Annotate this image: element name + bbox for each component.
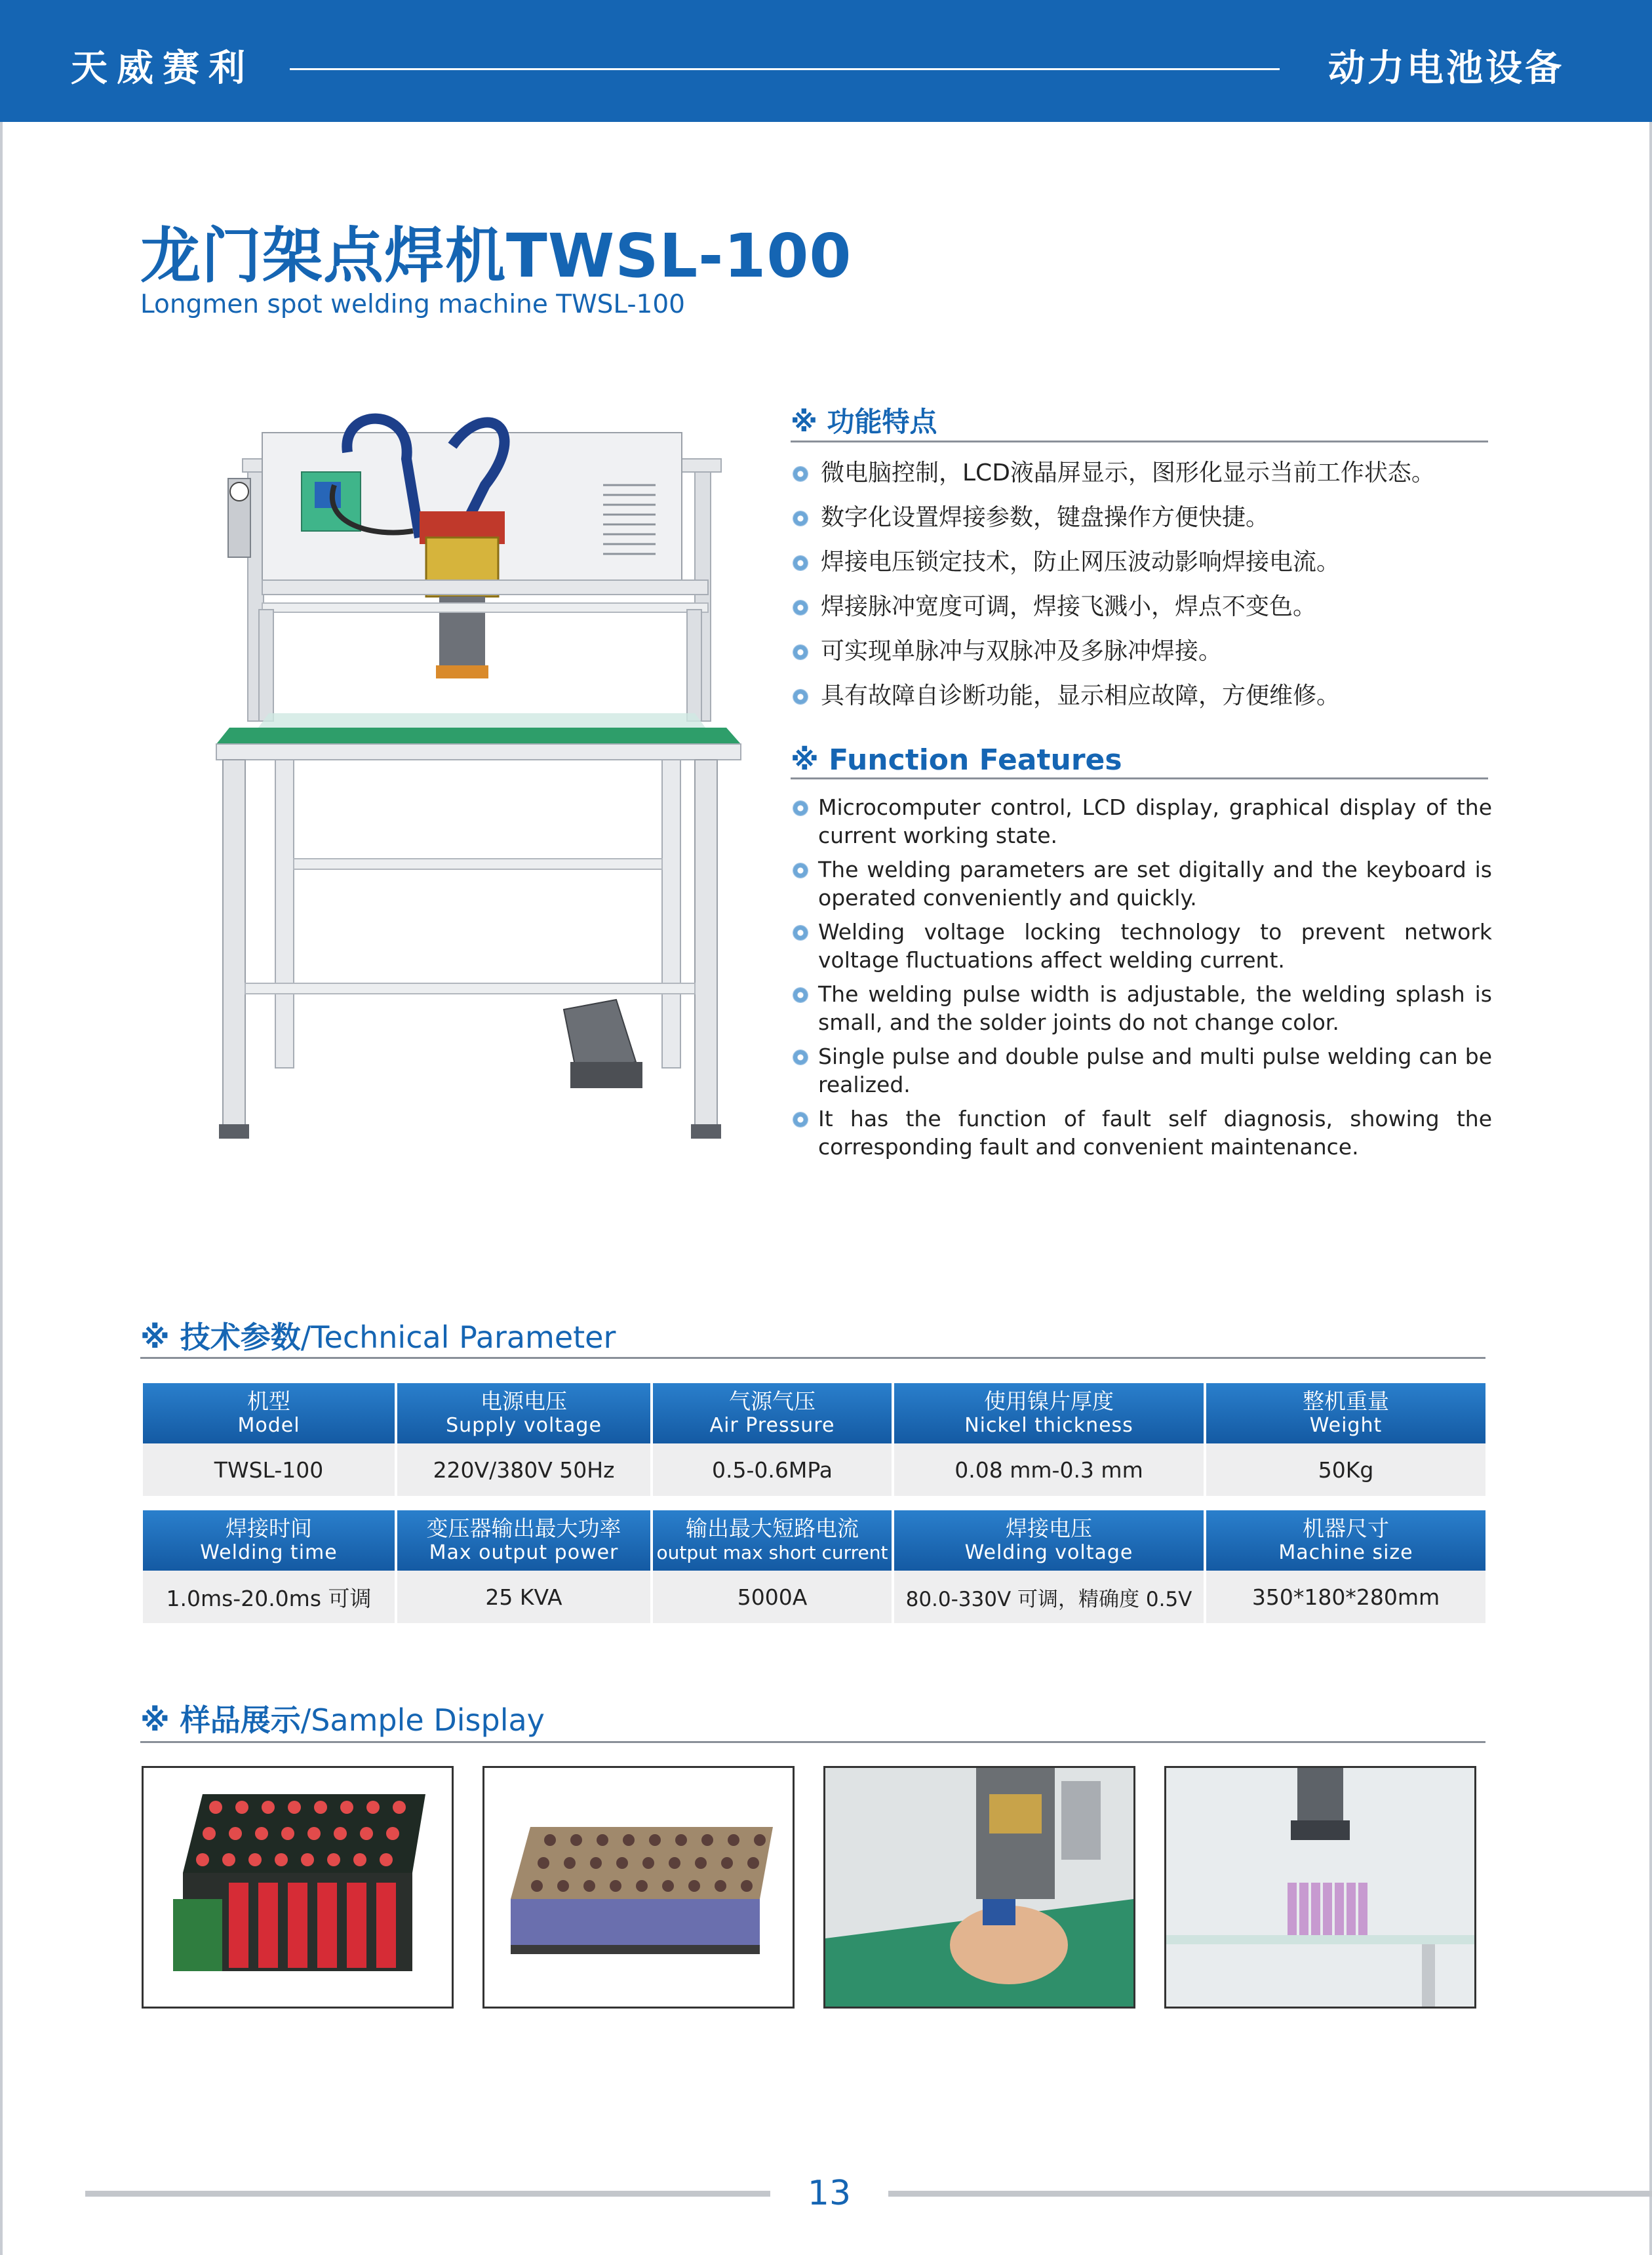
table-cell: 0.5-0.6MPa xyxy=(652,1443,893,1496)
sample-photo-welding-cell-row xyxy=(1164,1766,1476,2009)
table-cell: 0.08 mm-0.3 mm xyxy=(893,1443,1205,1496)
list-item: 微电脑控制，LCD液晶屏显示，图形化显示当前工作状态。 xyxy=(791,451,1492,496)
table-cell: 220V/380V 50Hz xyxy=(396,1443,652,1496)
machine-photo xyxy=(177,406,767,1147)
bullet-icon xyxy=(793,988,808,1002)
table-header-cell: 输出最大短路电流 output max short current xyxy=(652,1510,893,1571)
table-row xyxy=(143,1443,1485,1496)
table-header-cell: 气源气压 Air Pressure xyxy=(652,1383,893,1443)
table-header-cell: 变压器输出最大功率 Max output power xyxy=(396,1510,652,1571)
footer-rule-right xyxy=(888,2191,1652,2197)
table-header-cell: 电源电压 Supply voltage xyxy=(396,1383,652,1443)
list-item: Single pulse and double pulse and multi pulse welding can be realized. xyxy=(791,1042,1492,1099)
table-header-cell: 焊接时间 Welding time xyxy=(143,1510,396,1571)
table-header-cell: 整机重量 Weight xyxy=(1205,1383,1485,1443)
category-label: 动力电池设备 xyxy=(1328,47,1564,90)
features-cn-rule xyxy=(791,441,1488,442)
list-item: 具有故障自诊断功能，显示相应故障，方便维修。 xyxy=(791,674,1492,718)
product-title-cn: 龙门架点焊机TWSL-100 xyxy=(140,221,852,291)
list-item: 焊接脉冲宽度可调，焊接飞溅小，焊点不变色。 xyxy=(791,585,1492,629)
features-en-heading: ※ Function Features xyxy=(791,743,1122,777)
sample-photo-welding-hands xyxy=(823,1766,1135,2009)
list-item: Welding voltage locking technology to prevent network voltage fluctuations affect welding current. xyxy=(791,918,1492,974)
tech-rule xyxy=(140,1357,1485,1359)
sample-photo-battery-pack-red xyxy=(142,1766,454,2009)
table-header-cell: 机器尺寸 Machine size xyxy=(1205,1510,1485,1571)
table-cell: 1.0ms-20.0ms 可调 xyxy=(143,1571,396,1623)
sample-photo-battery-pack-blue xyxy=(482,1766,795,2009)
header-band xyxy=(0,0,1652,122)
features-cn-list xyxy=(791,451,1492,718)
features-cn-heading: ※ 功能特点 xyxy=(791,406,937,438)
features-en-list xyxy=(791,793,1492,1167)
list-item: Microcomputer control, LCD display, graphical display of the current working state. xyxy=(791,793,1492,850)
list-item: The welding parameters are set digitally and the keyboard is operated conveniently and quickly. xyxy=(791,855,1492,912)
bullet-icon xyxy=(793,1112,808,1127)
table-row xyxy=(143,1571,1485,1623)
table-cell: 80.0-330V 可调，精确度 0.5V xyxy=(893,1571,1205,1623)
table-cell: 25 KVA xyxy=(396,1571,652,1623)
table-header-row xyxy=(143,1510,1485,1571)
list-item: 焊接电压锁定技术，防止网压波动影响焊接电流。 xyxy=(791,540,1492,585)
page-border-left xyxy=(0,122,3,2255)
bullet-icon xyxy=(793,863,808,878)
bullet-icon xyxy=(793,467,808,481)
footer-rule-left xyxy=(85,2191,770,2197)
product-title-en: Longmen spot welding machine TWSL-100 xyxy=(140,290,685,319)
page-border-right xyxy=(1649,122,1652,2255)
bullet-icon xyxy=(793,926,808,940)
bullet-icon xyxy=(793,556,808,570)
header-divider xyxy=(290,68,1280,70)
table-cell: 5000A xyxy=(652,1571,893,1623)
brand-name: 天威赛利 xyxy=(71,47,254,90)
tech-heading-cn: ※ 技术参数 xyxy=(140,1320,301,1355)
param-table-1 xyxy=(143,1383,1485,1496)
param-table-2 xyxy=(143,1510,1485,1623)
table-header-row xyxy=(143,1383,1485,1443)
samples-heading-en: /Sample Display xyxy=(300,1702,545,1738)
samples-heading-cn: ※ 样品展示 xyxy=(140,1702,301,1738)
page-number: 13 xyxy=(807,2174,852,2213)
bullet-icon xyxy=(793,645,808,659)
bullet-icon xyxy=(793,511,808,526)
list-item: 可实现单脉冲与双脉冲及多脉冲焊接。 xyxy=(791,629,1492,674)
list-item: 数字化设置焊接参数，键盘操作方便快捷。 xyxy=(791,496,1492,540)
bullet-icon xyxy=(793,801,808,815)
bullet-icon xyxy=(793,1050,808,1065)
list-item: The welding pulse width is adjustable, the welding splash is small, and the solder joints do not change color. xyxy=(791,980,1492,1036)
samples-rule xyxy=(140,1741,1485,1743)
bullet-icon xyxy=(793,600,808,615)
list-item: It has the function of fault self diagnosis, showing the corresponding fault and convenient maintenance. xyxy=(791,1105,1492,1161)
table-cell: TWSL-100 xyxy=(143,1443,396,1496)
table-cell: 350*180*280mm xyxy=(1205,1571,1485,1623)
table-header-cell: 使用镍片厚度 Nickel thickness xyxy=(893,1383,1205,1443)
bullet-icon xyxy=(793,690,808,704)
table-header-cell: 焊接电压 Welding voltage xyxy=(893,1510,1205,1571)
tech-heading xyxy=(140,1318,616,1357)
table-header-cell: 机型 Model xyxy=(143,1383,396,1443)
tech-heading-en: /Technical Parameter xyxy=(300,1320,616,1355)
table-cell: 50Kg xyxy=(1205,1443,1485,1496)
features-en-rule xyxy=(791,777,1488,779)
samples-heading xyxy=(140,1700,545,1740)
